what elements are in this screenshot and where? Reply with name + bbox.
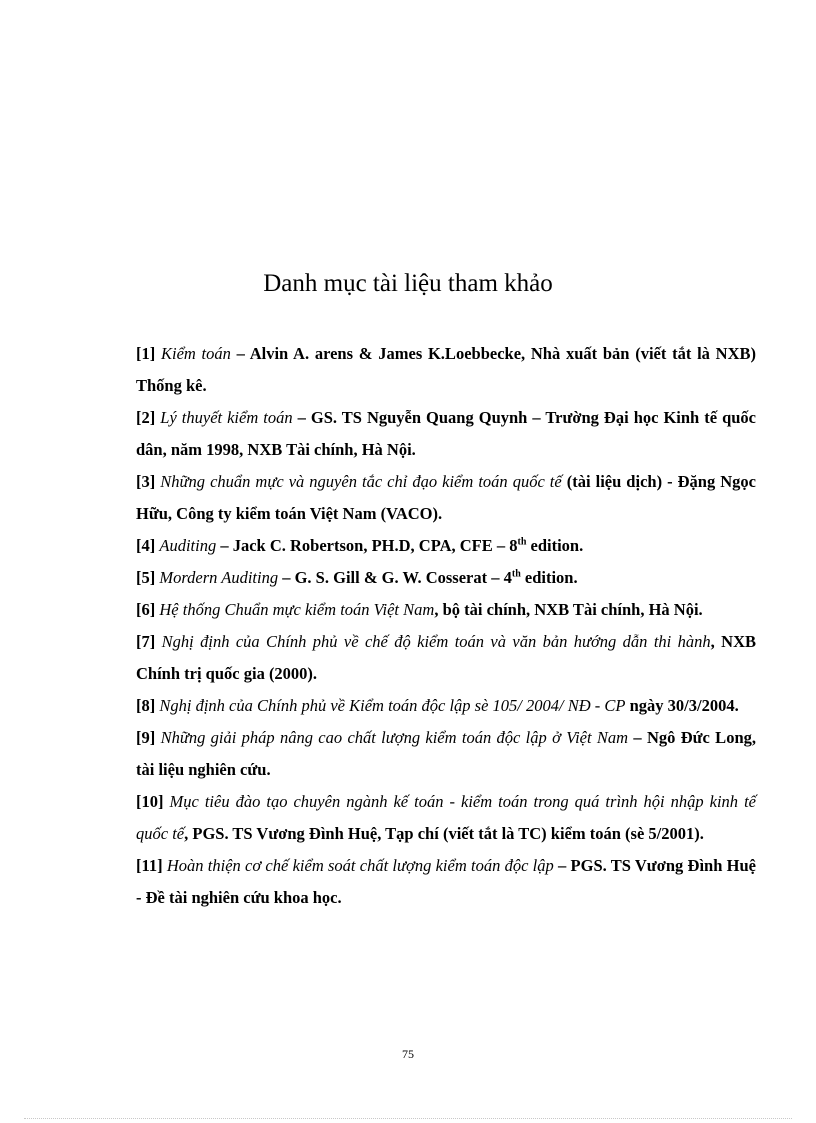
reference-number: [8] [136, 696, 160, 715]
reference-number: [10] [136, 792, 170, 811]
reference-number: [2] [136, 408, 161, 427]
reference-number: [5] [136, 568, 160, 587]
reference-title: Nghị định của Chính phủ về chế độ kiểm toán và văn bản hướng dẫn thi hành [161, 632, 711, 651]
reference-number: [1] [136, 344, 161, 363]
reference-title: Auditing [159, 536, 217, 555]
reference-details: – PGS. TS Vương Đình Huệ - Đề tài nghiên cứu khoa học. [136, 856, 756, 907]
reference-details: , NXB Chính trị quốc gia (2000). [136, 632, 756, 683]
reference-item-4 [136, 530, 756, 562]
reference-item-3 [136, 466, 756, 530]
reference-number: [9] [136, 728, 161, 747]
reference-item-7 [136, 626, 756, 690]
reference-title: Những chuẩn mực và nguyên tắc chỉ đạo kiểm toán quốc tế [160, 472, 562, 491]
reference-title: Kiểm toán [160, 344, 231, 363]
reference-number: [4] [136, 536, 160, 555]
reference-title: Lý thuyết kiểm toán [160, 408, 293, 427]
reference-title: Những giải pháp nâng cao chất lượng kiểm toán độc lập ở Việt Nam [160, 728, 629, 747]
reference-item-1 [136, 338, 756, 402]
reference-item-2 [136, 402, 756, 466]
reference-title: Hệ thống Chuẩn mực kiểm toán Việt Nam [159, 600, 435, 619]
reference-number: [3] [136, 472, 161, 491]
reference-superscript: th [517, 536, 527, 548]
reference-item-10 [136, 786, 756, 850]
reference-details: (tài liệu dịch) - Đặng Ngọc Hữu, Công ty kiểm toán Việt Nam (VACO). [136, 472, 756, 523]
reference-tail: edition. [520, 568, 578, 587]
reference-item-5 [136, 562, 756, 594]
reference-details: ngày 30/3/2004. [625, 696, 739, 715]
reference-details: , PGS. TS Vương Đình Huệ, Tạp chí (viết tắt là TC) kiểm toán (sè 5/2001). [184, 824, 704, 843]
page-number: 75 [402, 1047, 414, 1061]
reference-item-9 [136, 722, 756, 786]
reference-superscript: th [511, 568, 521, 580]
reference-item-6 [136, 594, 756, 626]
reference-tail: edition. [526, 536, 584, 555]
reference-item-11 [136, 850, 756, 914]
reference-number: [6] [136, 600, 160, 619]
reference-title: Mục tiêu đào tạo chuyên ngành kế toán - kiểm toán trong quá trình hội nhập kinh tế quốc tế [136, 792, 756, 843]
reference-details: – Ngô Đức Long, tài liệu nghiên cứu. [136, 728, 756, 779]
reference-item-8 [136, 690, 756, 722]
reference-details: – Alvin A. arens & James K.Loebbecke, Nhà xuất bản (viết tắt là NXB) Thống kê. [136, 344, 756, 395]
reference-title: Nghị định của Chính phủ về Kiểm toán độc lập sè 105/ 2004/ NĐ - CP [159, 696, 626, 715]
footer-divider [24, 1118, 792, 1119]
reference-number: [7] [136, 632, 162, 651]
reference-details: – G. S. Gill & G. W. Cosserat – 4 [278, 568, 512, 587]
reference-details: – Jack C. Robertson, PH.D, CPA, CFE – 8 [216, 536, 518, 555]
reference-details: , bộ tài chính, NXB Tài chính, Hà Nội. [434, 600, 703, 619]
reference-number: [11] [136, 856, 167, 875]
reference-title: Hoàn thiện cơ chế kiểm soát chất lượng kiểm toán độc lập [166, 856, 554, 875]
reference-list [136, 338, 756, 914]
page-title: Danh mục tài liệu tham khảo [263, 270, 553, 297]
reference-title: Mordern Auditing [159, 568, 279, 587]
reference-details: – GS. TS Nguyễn Quang Quynh – Trường Đại học Kinh tế quốc dân, năm 1998, NXB Tài chính, Hà Nội. [136, 408, 757, 459]
